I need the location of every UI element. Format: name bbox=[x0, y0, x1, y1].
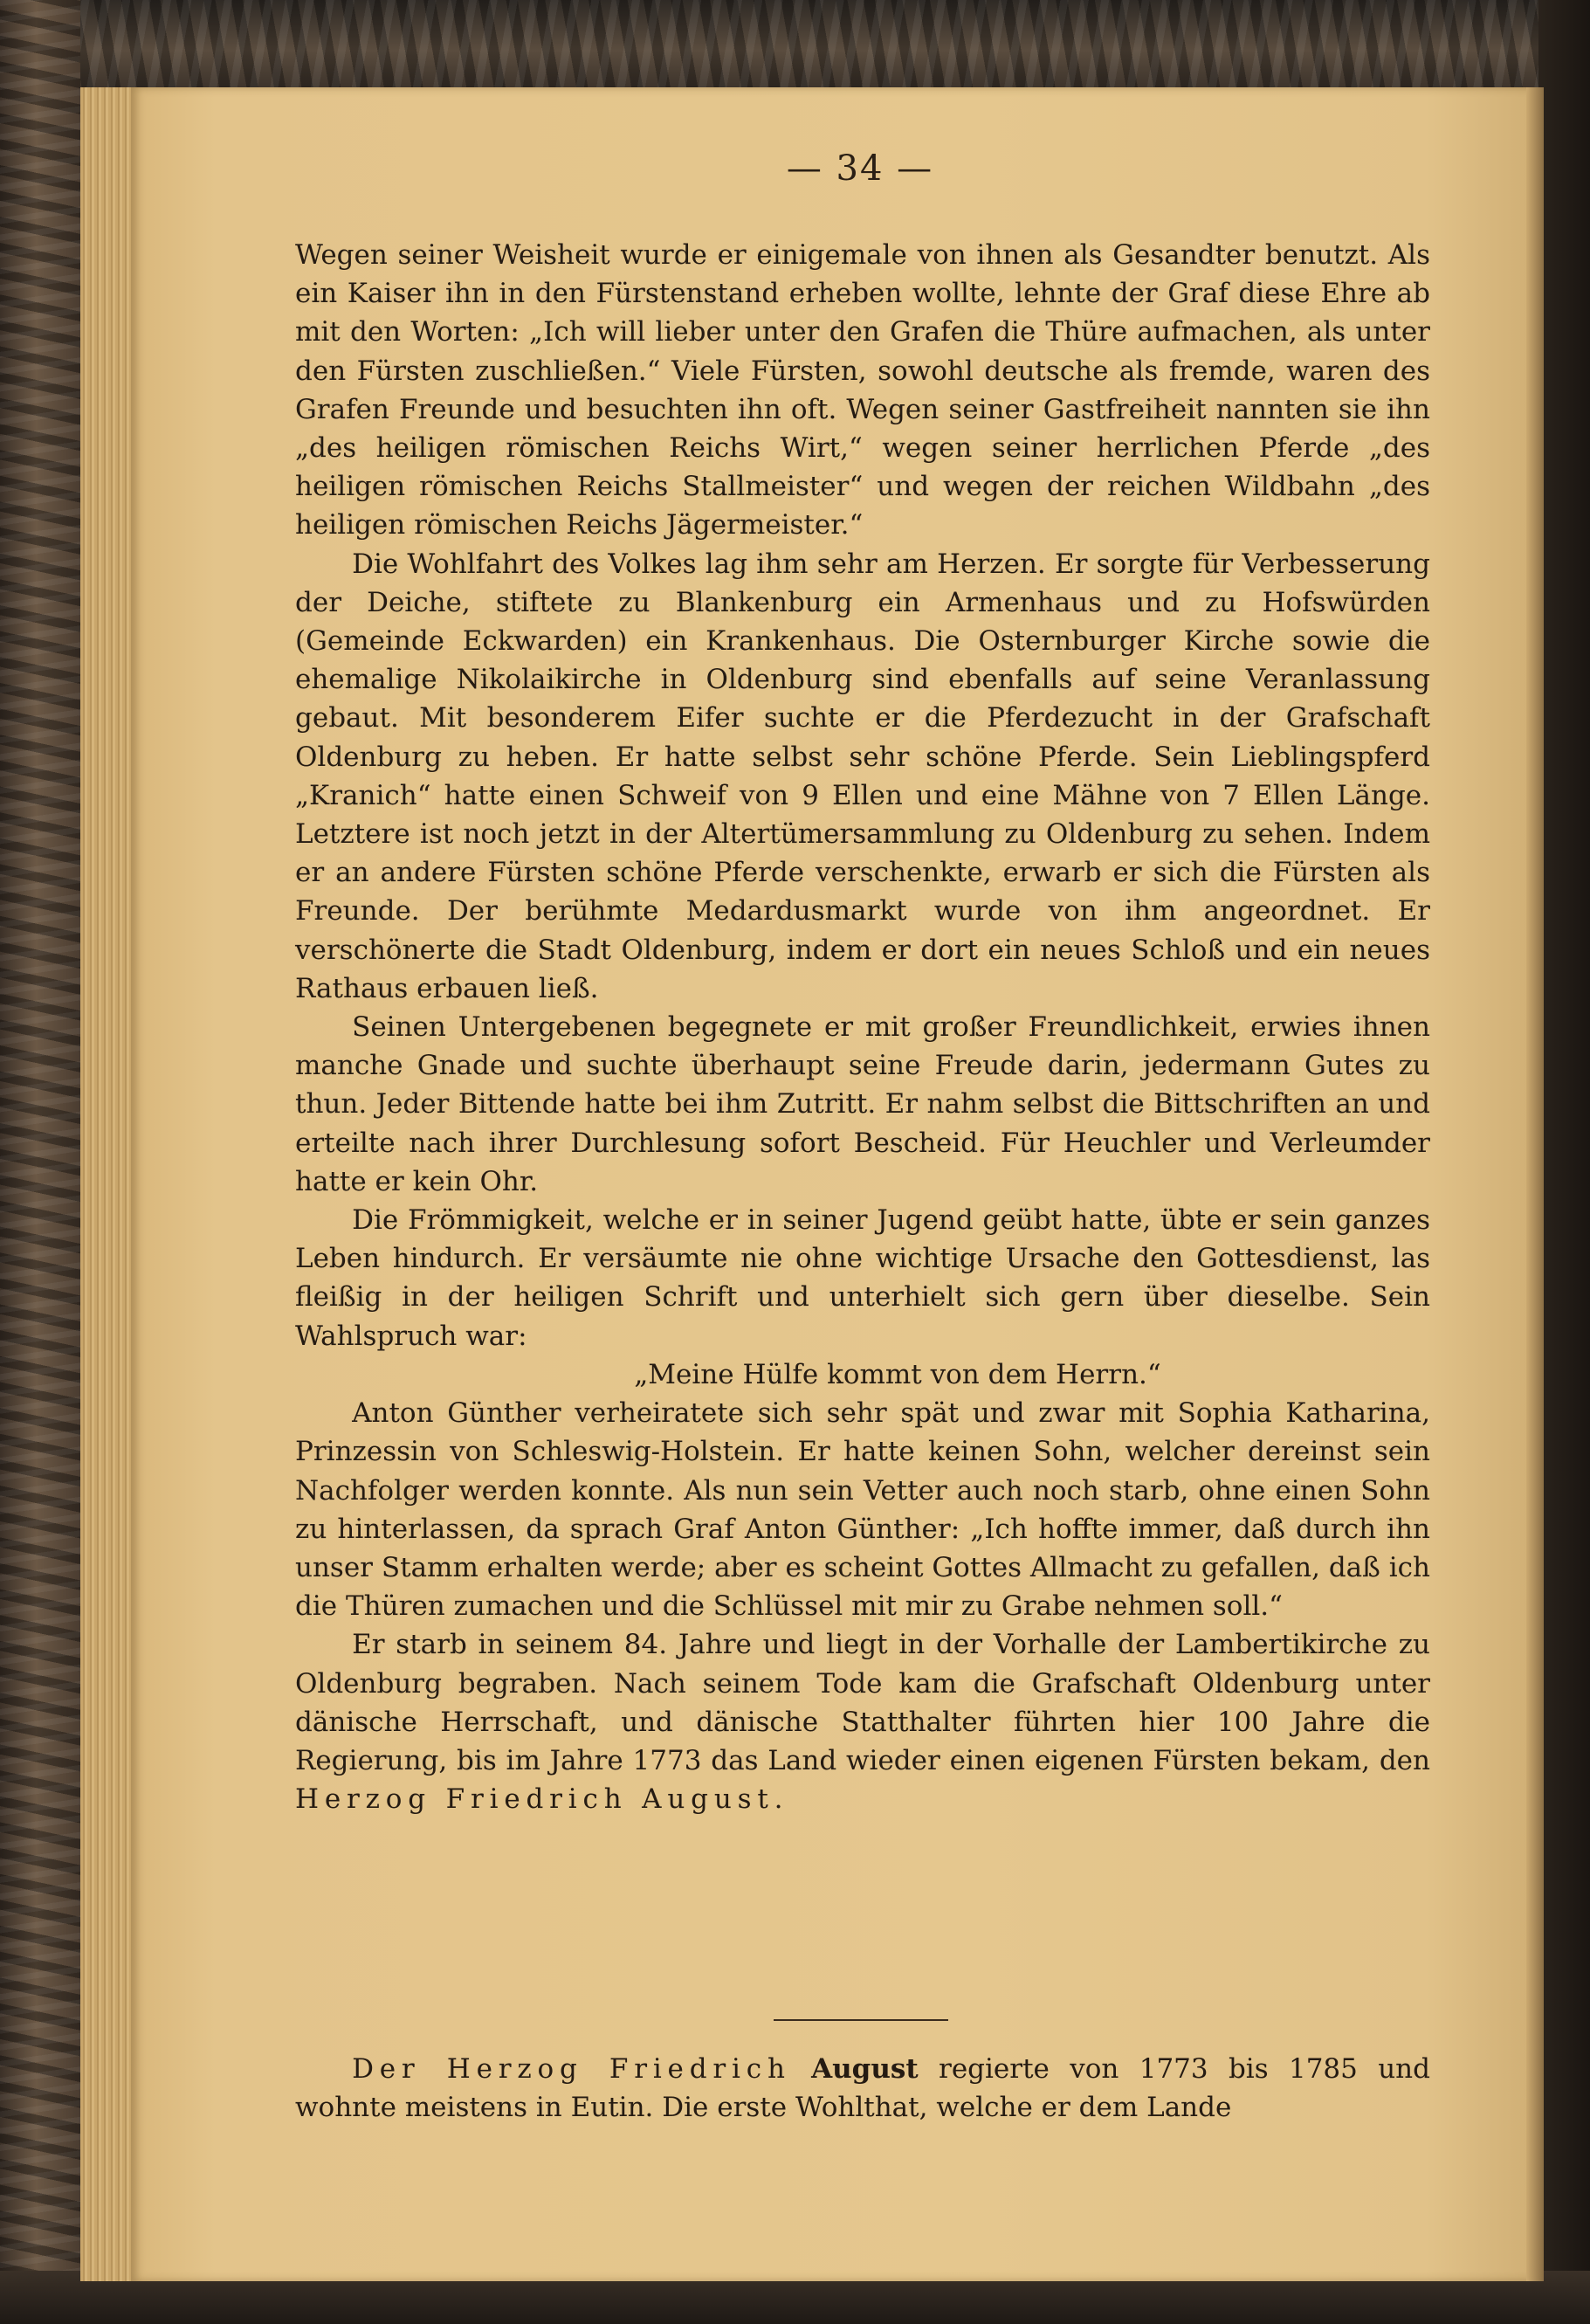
book-cover-top bbox=[0, 0, 1590, 92]
page-stack-edge bbox=[80, 87, 133, 2281]
section-text bbox=[295, 2050, 1430, 2127]
paragraph-last bbox=[295, 1625, 1430, 1818]
paragraph: Die Frömmigkeit, welche er in seiner Jugend geübt hatte, übte er sein ganzes Leben hindurch. Er versäumte nie ohne wichtige Ursache den Gottesdienst, las fleißig in der heiligen Schrift und unterhielt sich gern über dieselbe. Sein Wahlspruch war: bbox=[295, 1204, 1430, 1352]
section-spaced-name: Der Herzog Friedrich bbox=[352, 2053, 791, 2085]
paragraph: Die Wohlfahrt des Volkes lag ihm sehr am Herzen. Er sorgte für Verbesserung der Deiche, stiftete zu Blankenburg ein Armenhaus und zu Hofswürden (Gemeinde Eckwarden) ein Krankenhaus. Die Osternburger Kirche sowie die ehemalige Nikolaikirche in Oldenburg sind ebenfalls auf seine Veranlassung gebaut. Mit besonderem Eifer suchte er die Pferdezucht in der Grafschaft Oldenburg zu heben. Er hatte selbst sehr schöne Pferde. Sein Lieblingspferd „Kranich“ hatte einen Schweif von 9 Ellen und eine Mähne von 7 Ellen Länge. Letztere ist noch jetzt in der Altertümersammlung zu Oldenburg zu sehen. Indem er an andere Fürsten schöne Pferde verschenkte, erwarb er sich die Fürsten als Freunde. Der berühmte Medardusmarkt wurde von ihm angeordnet. Er verschönerte die Stadt Oldenburg, indem er dort ein neues Schloß und ein neues Rathaus erbauen ließ. bbox=[295, 548, 1430, 1004]
spaced-name: Herzog Friedrich August bbox=[295, 1783, 774, 1816]
paragraph: Wegen seiner Weisheit wurde er einigemale von ihnen als Gesandter benutzt. Als ein Kaiser ihn in den Fürstenstand erheben wollte, lehnte der Graf diese Ehre ab mit den Worten: „Ich will lieber unter den Grafen die Thüre aufmachen, als unter den Fürsten zuschließen.“ Viele Fürsten, sowohl deutsche als fremde, waren des Grafen Freunde und besuchten ihn oft. Wegen seiner Gastfreiheit nannten sie ihn „des heiligen römischen Reichs Wirt,“ wegen seiner herrlichen Pferde „des heiligen römischen Reichs Stallmeister“ und wegen der reichen Wildbahn „des heiligen römischen Reichs Jägermeister.“ bbox=[295, 239, 1430, 541]
book-cover-left bbox=[0, 0, 80, 2324]
section-paragraph bbox=[295, 2050, 1430, 2127]
paragraph: Seinen Untergebenen begegnete er mit großer Freundlichkeit, erwies ihnen manche Gnade und suchte überhaupt seine Freude darin, jedermann Gutes zu thun. Jeder Bittende hatte bei ihm Zutritt. Er nahm selbst die Bittschriften an und erteilte nach ihrer Durchlesung sofort Bescheid. Für Heuchler und Verleumder hatte er kein Ohr. bbox=[295, 1011, 1430, 1197]
section-bold-name: August bbox=[811, 2053, 919, 2085]
body-text bbox=[295, 236, 1430, 1818]
book-cover-right bbox=[1538, 0, 1590, 2324]
motto-quote: „Meine Hülfe kommt von dem Herrn.“ bbox=[634, 1358, 1161, 1390]
page-number: — 34 — bbox=[786, 148, 934, 189]
paragraph-text: Er starb in seinem 84. Jahre und liegt in der Vorhalle der Lambertikirche zu Oldenburg begraben. Nach seinem Tode kam die Grafschaft Oldenburg unter dänische Herrschaft, und dänische Statthalter führten hier 100 Jahre die Regierung, bis im Jahre 1773 das Land wieder einen eigenen Fürsten bekam, den bbox=[295, 1629, 1430, 1776]
paragraph-end: . bbox=[774, 1783, 783, 1816]
page-gutter bbox=[1526, 87, 1544, 2281]
paragraph: Anton Günther verheiratete sich sehr spät und zwar mit Sophia Katharina, Prinzessin von Schleswig-Holstein. Er hatte keinen Sohn, welcher dereinst sein Nachfolger werden konnte. Als nun sein Vetter auch noch starb, ohne einen Sohn zu hinterlassen, da sprach Graf Anton Günther: „Ich hoffte immer, daß durch ihn unser Stamm erhalten werde; aber es scheint Gottes Allmacht zu gefallen, daß ich die Thüren zumachen und die Schlüssel mit mir zu Grabe nehmen soll.“ bbox=[295, 1397, 1430, 1623]
section-rest: regierte von 1773 bis 1785 und wohnte meistens in Eutin. Die erste Wohlthat, welche er dem Lande bbox=[295, 2053, 1430, 2124]
section-divider bbox=[774, 2019, 948, 2021]
